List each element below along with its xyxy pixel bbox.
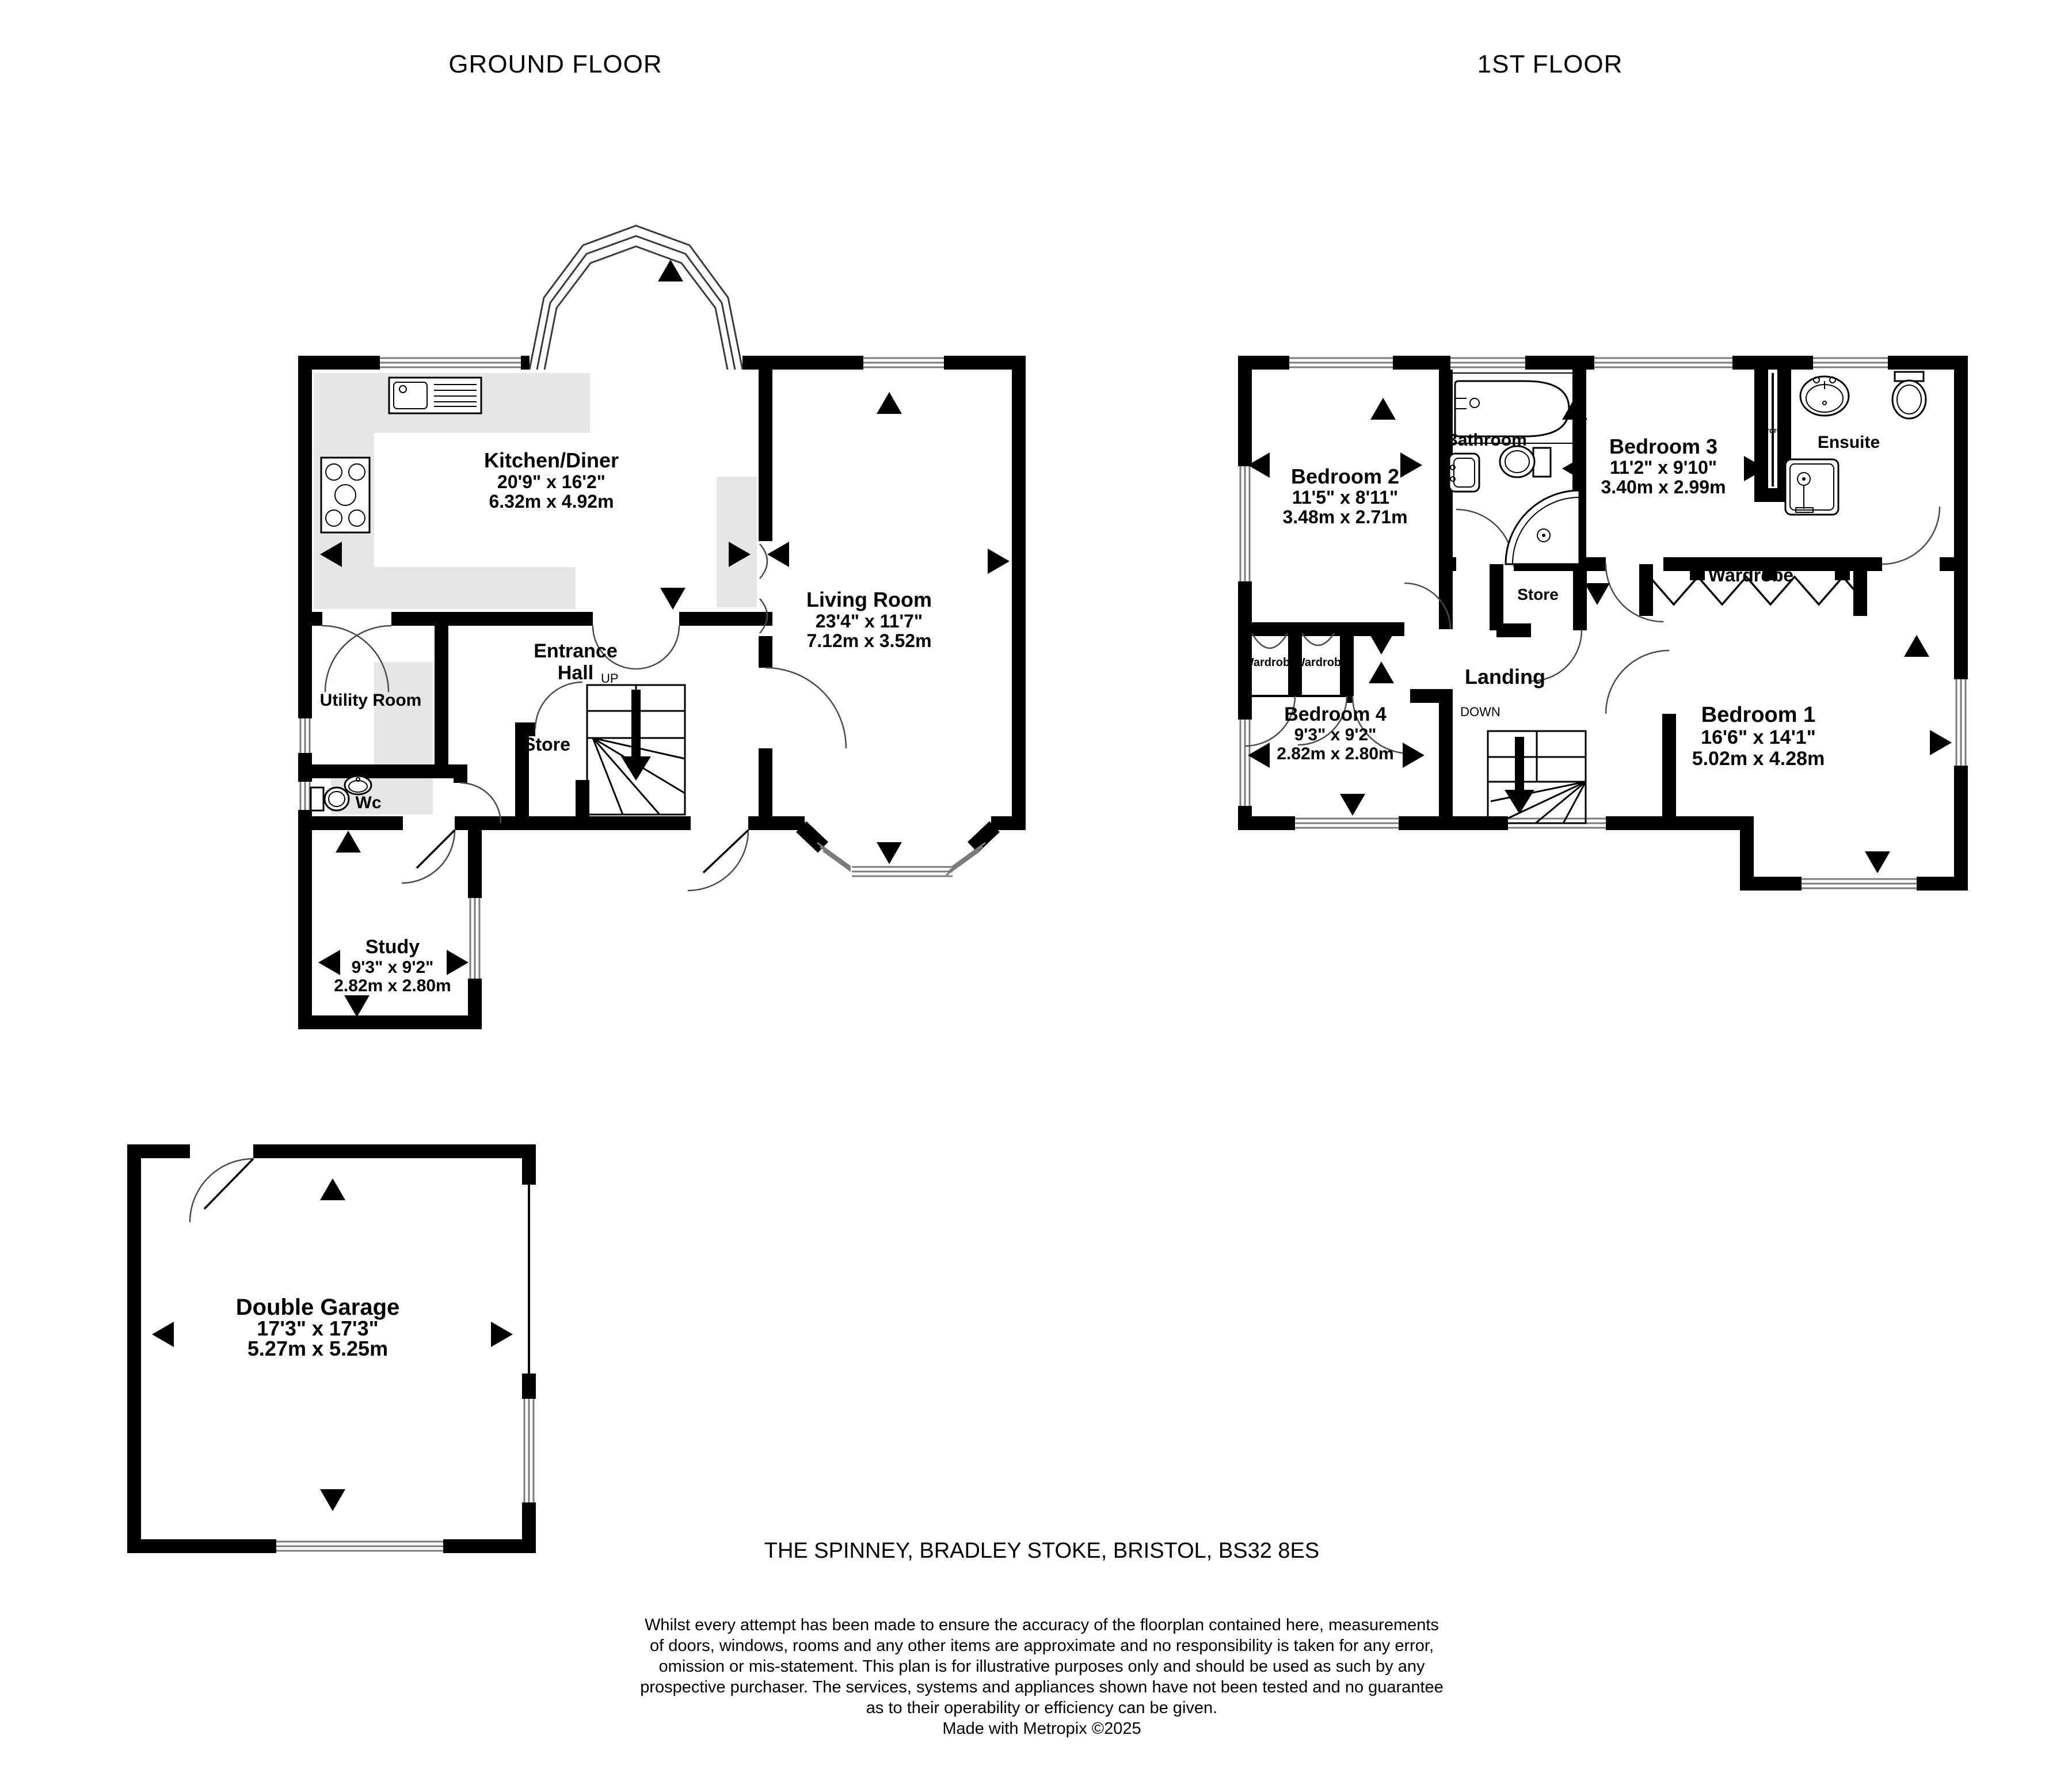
study-label: Study: [365, 936, 420, 958]
bedroom4-metric: 2.82m x 2.80m: [1277, 744, 1394, 763]
garage-plan: [127, 1144, 536, 1553]
first-floor-title: 1ST FLOOR: [1477, 50, 1623, 78]
study-window: [468, 898, 482, 979]
ensuite-basin-icon: [1800, 376, 1849, 416]
bedroom2-imperial: 11'5" x 8'11": [1292, 487, 1399, 508]
bedroom3-label: Bedroom 3: [1609, 435, 1718, 458]
landing-label: Landing: [1465, 665, 1545, 688]
wc-toilet-icon: [311, 787, 349, 811]
bathroom-toilet-icon: [1500, 446, 1551, 477]
ensuite-toilet-icon: [1892, 372, 1926, 418]
garage-right-window: [522, 1399, 536, 1502]
bedroom1-imperial: 16'6" x 14'1": [1701, 726, 1816, 748]
utility-window: [298, 718, 312, 753]
ground-floor-plan: [298, 50, 1026, 1029]
kitchen-window: [380, 356, 521, 370]
disclaimer-line-3: omission or mis-statement. This plan is for illustrative purposes only and should be used as such by any: [658, 1657, 1425, 1676]
kitchen-label: Kitchen/Diner: [483, 448, 619, 472]
credit-line: Made with Metropix ©2025: [942, 1719, 1141, 1738]
bedroom4-label: Bedroom 4: [1284, 703, 1387, 725]
bathroom-basin-icon: [1449, 454, 1479, 492]
kitchen-imperial: 20'9" x 16'2": [497, 471, 605, 492]
utility-room-label: Utility Room: [319, 691, 422, 710]
disclaimer-line-4: prospective purchaser. The services, systems and appliances shown have not been tested and no guarantee: [640, 1678, 1444, 1696]
entrance-hall-label-1: Entrance: [534, 640, 618, 662]
living-room-top-window: [863, 356, 944, 370]
arched-bay-window: [530, 226, 742, 370]
bedroom3-imperial: 11'2" x 9'10": [1609, 457, 1717, 478]
bedroom2-label: Bedroom 2: [1290, 465, 1400, 488]
disclaimer-line-5: as to their operability or efficiency can be given.: [866, 1699, 1218, 1717]
footer: [640, 1539, 1444, 1738]
first-floor-plan: [1238, 50, 1968, 891]
living-room-metric: 7.12m x 3.52m: [806, 630, 932, 651]
garage-label: Double Garage: [235, 1295, 400, 1320]
disclaimer-line-2: of doors, windows, rooms and any other items are approximate and no responsibility is taken for any error,: [649, 1637, 1434, 1655]
wc-label: Wc: [355, 793, 382, 812]
study-metric: 2.82m x 2.80m: [334, 976, 451, 995]
store-label: Store: [523, 734, 570, 755]
living-room-label: Living Room: [806, 588, 932, 611]
garage-metric: 5.27m x 5.25m: [247, 1337, 389, 1360]
ensuite-shower-icon: [1785, 459, 1838, 515]
living-room-bay-window: [817, 843, 985, 880]
wardrobe-big-label: Wardrobe: [1708, 565, 1794, 585]
stairs-up: [587, 685, 685, 815]
living-room-imperial: 23'4" x 11'7": [815, 611, 923, 631]
wardrobe-small-2-label: Wardrobe: [1294, 656, 1348, 669]
wc-basin-icon: [345, 776, 371, 794]
stairs-down-label: DOWN: [1460, 705, 1500, 719]
bathroom-label: Bathroom: [1445, 431, 1527, 450]
garage-side-door: [190, 1159, 253, 1222]
wardrobe-strip-label: Wardrobe: [1755, 426, 1791, 435]
bedroom3-metric: 3.40m x 2.99m: [1601, 477, 1726, 497]
stairs-down: [1488, 731, 1586, 823]
wardrobe-small-1-label: Wardrobe: [1243, 656, 1297, 669]
bathroom-shower-icon: [1506, 490, 1579, 564]
bedroom4-imperial: 9'3" x 9'2": [1294, 725, 1377, 744]
ground-floor-title: GROUND FLOOR: [448, 50, 662, 78]
bedroom2-metric: 3.48m x 2.71m: [1282, 507, 1408, 527]
garage-imperial: 17'3" x 17'3": [257, 1317, 379, 1340]
wc-window: [298, 782, 312, 810]
disclaimer-line-1: Whilst every attempt has been made to ensure the accuracy of the floorplan contained here, measurements: [645, 1616, 1439, 1634]
bedroom1-metric: 5.02m x 4.28m: [1692, 748, 1825, 770]
bedroom1-label: Bedroom 1: [1701, 703, 1816, 727]
garage-bottom-window: [276, 1539, 443, 1553]
hob-icon: [321, 458, 370, 532]
address-line: THE SPINNEY, BRADLEY STOKE, BRISTOL, BS32 8ES: [764, 1539, 1320, 1563]
entrance-hall-label-2: Hall: [557, 662, 594, 684]
study-imperial: 9'3" x 9'2": [351, 958, 434, 977]
stairs-up-label: UP: [601, 671, 619, 686]
kitchen-sink-icon: [389, 378, 481, 413]
ensuite-label: Ensuite: [1817, 433, 1880, 452]
kitchen-metric: 6.32m x 4.92m: [489, 491, 614, 512]
store-first-label: Store: [1517, 585, 1559, 603]
